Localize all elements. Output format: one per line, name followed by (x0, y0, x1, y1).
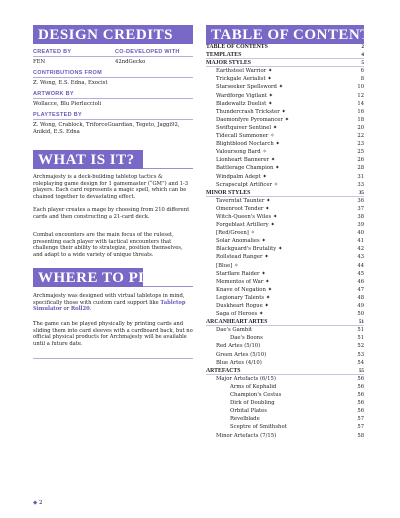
toc-entry-page: 47 (357, 286, 364, 293)
what-is-it-rule (143, 168, 193, 169)
toc-entry[interactable] (206, 423, 364, 431)
toc-entry-page: 54 (357, 359, 364, 366)
toc-entry-label: Witch-Queen's Wiles ✦ (216, 213, 278, 220)
toc-entry-page: 37 (357, 205, 364, 212)
toc-entry[interactable] (206, 399, 364, 407)
toc-entry[interactable] (206, 213, 364, 221)
toc-entry-page: 51 (357, 335, 364, 342)
toc-entry[interactable] (206, 67, 364, 75)
toc-entry[interactable] (206, 132, 364, 140)
toc-entry-label: Starflare Raider ✦ (216, 270, 266, 277)
toc-entry[interactable] (206, 318, 364, 326)
toc-entry-page: 50 (357, 311, 364, 318)
toc-entry-label: Dae's Boons (230, 335, 263, 342)
toc-entry-page: 31 (357, 173, 364, 180)
toc-entry-page: 52 (357, 343, 364, 350)
toc-entry-page: 6 (360, 68, 364, 75)
toc-entry[interactable] (206, 359, 364, 367)
codeveloped-value: 42ndGecko (115, 59, 146, 65)
toc-entry-label: Scrapsculpt Artificer ✧ (216, 181, 279, 188)
what-is-it-p1: Archmajesty is a deck-building tabletop tactics & roleplaying game design for 1 gamemaster (“GM”) and 1-3 players. Each card represents a magic spell, which can be chained together to devastating effect. (33, 174, 189, 200)
toc-entry-label: Solar Anomalies ✦ (216, 238, 266, 245)
toc-entry[interactable] (206, 100, 364, 108)
credits-block (33, 49, 193, 136)
toc-entry-page: 35 (358, 189, 364, 196)
toc-entry-label: Wardforge Vigilant ✦ (216, 92, 273, 99)
toc-entry[interactable] (206, 262, 364, 270)
toc-entry[interactable] (206, 326, 364, 334)
toc-entry[interactable] (206, 108, 364, 116)
where-p1-text-c: . (89, 306, 92, 313)
toc-entry-label: Green Artes (5/10) (216, 351, 267, 358)
toc-entry-label: Battlerage Champion ✦ (216, 165, 280, 172)
toc-entry-page: 56 (357, 375, 364, 382)
toc-list (206, 43, 364, 440)
toc-entry[interactable] (206, 367, 364, 375)
toc-entry-page: 51 (358, 319, 364, 326)
toc-entry-label: ARCANHEART ARTES (206, 319, 268, 326)
toc-entry-label: Saga of Heroes ✦ (216, 311, 264, 318)
toc-entry[interactable] (206, 51, 364, 59)
toc-entry-label: Major Artefacts (6/15) (216, 375, 276, 382)
toc-entry-label: Dirk of Doubling (230, 400, 275, 407)
toc-entry-page: 5 (361, 60, 364, 67)
toc-entry-page: 51 (357, 327, 364, 334)
toc-entry-page: 56 (357, 408, 364, 415)
toc-entry-label: Arms of Kephalid (230, 383, 277, 390)
toc-entry[interactable] (206, 173, 364, 181)
toc-entry-label: Mementos of War ✦ (216, 278, 270, 285)
toc-entry-label: Blue Artes (4/10) (216, 359, 262, 366)
toc-entry-page: 28 (357, 165, 364, 172)
toc-entry-label: Forgeblast Artillery ✦ (216, 222, 275, 229)
toc-entry[interactable] (206, 351, 364, 359)
where-p1-text-b: or (61, 306, 71, 313)
codeveloped-label: CO-DEVELOPED WITH (115, 49, 193, 57)
toc-entry-label: Minor Artefacts (7/15) (216, 432, 277, 439)
playtested-value: Z. Wong, Crablock, TriforceGuardian, Tegeto, Jaggi92, Anikid, E.S. Edna (33, 122, 180, 135)
toc-entry-page: 8 (360, 76, 364, 83)
toc-entry-label: Lionheart Bannerer ✦ (216, 157, 276, 164)
toc-entry-page: 58 (357, 432, 364, 439)
toc-entry-label: Taverntat Taunter ✦ (216, 197, 271, 204)
toc-entry[interactable] (206, 294, 364, 302)
toc-entry-label: Sceptre of Smithshot (230, 424, 287, 431)
toc-entry[interactable] (206, 140, 364, 148)
toc-entry[interactable] (206, 432, 364, 440)
toc-entry-label: Earthsteel Warrior ✦ (216, 68, 273, 75)
design-credits-heading: DESIGN CREDITS (33, 25, 193, 44)
toc-entry-label: Knave of Negation ✦ (216, 286, 273, 293)
toc-entry-page: 22 (357, 133, 364, 140)
toc-entry-label: Revelblade (230, 416, 260, 423)
toc-entry[interactable] (206, 278, 364, 286)
toc-entry-page: 43 (357, 254, 364, 261)
toc-entry-page: 16 (357, 108, 364, 115)
toc-entry[interactable] (206, 221, 364, 229)
toc-entry-label: Dae's Gambit (216, 327, 253, 334)
toc-entry-label: MINOR STYLES (206, 189, 251, 196)
roll20-link[interactable]: Roll20 (70, 306, 90, 313)
artwork-value: Wollacce, Blu Pierluccioli (33, 101, 102, 107)
toc-entry-label: [Red/Green] ✧ (216, 230, 255, 237)
toc-entry-page: 4 (361, 52, 364, 59)
toc-entry-label: Champion's Cestus (230, 392, 282, 399)
toc-entry-label: Duskheart Rogue ✦ (216, 303, 269, 309)
toc-entry-label: Swiftquiver Sentinel ✦ (216, 124, 278, 131)
toc-entry[interactable] (206, 270, 364, 278)
toc-entry[interactable] (206, 342, 364, 350)
what-is-it-p3: Combat encounters are the main focus of the ruleset, presenting each player with tactical encounters that challenge their ability to strategize, position themselves, and adapt to a wide variety of unique threats. (33, 232, 183, 258)
toc-entry[interactable] (206, 334, 364, 342)
toc-entry-page: 41 (357, 238, 364, 245)
toc-entry-page: 42 (357, 246, 364, 253)
where-p1-text-a: Archmajesty was designed with virtual tabletops in mind, specifically those with custom card support like (33, 293, 185, 306)
toc-entry-page: 12 (357, 92, 364, 99)
toc-entry-page: 53 (357, 351, 364, 358)
toc-entry[interactable] (206, 391, 364, 399)
where-to-play-p1 (33, 293, 193, 313)
toc-entry-page: 20 (357, 124, 364, 131)
where-to-play-p2: The game can be played physically by printing cards and sliding them into card sleeves with a cardboard back, but no official physical products for Archmajesty will be available until a future date. (33, 321, 193, 347)
toc-entry-label: [Blue] ✧ (216, 262, 239, 269)
toc-entry-page: 57 (357, 416, 364, 423)
toc-entry[interactable] (206, 189, 364, 197)
toc-entry[interactable] (206, 205, 364, 213)
toc-entry-page: 55 (358, 367, 364, 374)
toc-entry[interactable] (206, 375, 364, 383)
toc-entry[interactable] (206, 75, 364, 83)
toc-entry-page: 39 (357, 222, 364, 229)
toc-entry-page: 56 (357, 392, 364, 399)
toc-entry[interactable] (206, 164, 364, 172)
toc-heading: TABLE OF CONTENTS (206, 25, 364, 44)
toc-entry-label: Bladewaltz Duelist ✦ (216, 100, 273, 107)
toc-entry[interactable] (206, 59, 364, 67)
toc-entry-page: 40 (357, 230, 364, 237)
toc-entry-page: 25 (357, 149, 364, 156)
toc-entry[interactable] (206, 383, 364, 391)
toc-entry-label: Red Artes (5/10) (216, 343, 261, 350)
toc-entry-page: 44 (357, 262, 364, 269)
toc-entry[interactable] (206, 197, 364, 205)
toc-entry-page: 49 (357, 303, 364, 309)
toc-entry-page: 38 (357, 213, 364, 220)
toc-entry-page: 18 (357, 116, 364, 123)
toc-entry[interactable] (206, 43, 364, 51)
toc-entry-page: 23 (357, 141, 364, 148)
toc-entry[interactable] (206, 253, 364, 261)
toc-entry[interactable] (206, 83, 364, 91)
toc-entry-page: 45 (357, 270, 364, 277)
footer-marker-icon: ◆ (33, 500, 38, 506)
toc-entry-label: Trickgale Aerialist ✦ (216, 76, 272, 83)
toc-entry-page: 26 (357, 157, 364, 164)
toc-entry-page: 36 (357, 197, 364, 204)
toc-entry-page: 48 (357, 294, 364, 301)
toc-entry[interactable] (206, 310, 364, 318)
credits-row-1 (33, 49, 193, 66)
toc-entry-page: 2 (361, 44, 364, 50)
toc-entry[interactable] (206, 286, 364, 294)
toc-entry[interactable] (206, 415, 364, 423)
contributions-value: Z. Wong, E.S. Edna, Exocist (33, 80, 108, 86)
created-by-label: CREATED BY (33, 49, 115, 57)
toc-entry-label: Valoursong Bard ✧ (216, 149, 267, 156)
toc-entry-label: Legionary Talents ✦ (216, 294, 271, 301)
toc-entry-page: 46 (357, 278, 364, 285)
left-column-end-rule (33, 358, 193, 359)
toc-entry[interactable] (206, 229, 364, 237)
toc-entry-page: 33 (357, 181, 364, 188)
toc-entry-page: 56 (357, 383, 364, 390)
toc-entry-label: Omenroot Tender ✦ (216, 205, 270, 212)
page-number: 2 (38, 500, 43, 506)
toc-entry-page: 14 (357, 100, 364, 107)
toc-entry[interactable] (206, 124, 364, 132)
toc-entry[interactable] (206, 245, 364, 253)
toc-entry[interactable] (206, 407, 364, 415)
toc-entry-label: Windpalm Adept ✦ (216, 173, 267, 180)
toc-entry[interactable] (206, 92, 364, 100)
toc-entry-label: Blackguard's Brutality ✦ (216, 246, 283, 253)
toc-entry[interactable] (206, 148, 364, 156)
toc-entry-label: Starseeker Spellsword ✦ (216, 84, 284, 91)
toc-entry-label: Thundercrash Trickster ✦ (216, 108, 286, 115)
toc-entry-label: Blightblood Noctarch ✦ (216, 141, 280, 148)
toc-entry[interactable] (206, 156, 364, 164)
toc-entry-label: TABLE OF CONTENTS (206, 44, 268, 50)
toc-entry[interactable] (206, 181, 364, 189)
tabletop-simulator-link[interactable]: Tabletop Simulator (33, 299, 186, 313)
toc-entry-label: Daemonfyre Pyromancer ✦ (216, 116, 290, 123)
artwork-label: ARTWORK BY (33, 91, 193, 99)
toc-entry-label: Orbital Plates (230, 408, 268, 415)
where-to-play-rule (143, 286, 193, 287)
toc-entry-label: ARTEFACTS (206, 367, 241, 374)
created-by-value: FEN (33, 59, 46, 65)
toc-entry-page: 10 (357, 84, 364, 91)
what-is-it-heading: WHAT IS IT? (33, 150, 143, 169)
page-footer (33, 500, 42, 506)
toc-entry-page: 56 (357, 400, 364, 407)
toc-entry[interactable] (206, 237, 364, 245)
where-to-play-heading: WHERE TO PLAY (33, 268, 143, 287)
contributions-label: CONTRIBUTIONS FROM (33, 70, 193, 78)
toc-entry[interactable] (206, 116, 364, 124)
playtested-label: PLAYTESTED BY (33, 112, 193, 120)
toc-entry[interactable] (206, 302, 364, 310)
toc-entry-page: 57 (357, 424, 364, 431)
toc-entry-label: TEMPLATES (206, 52, 242, 59)
toc-entry-label: Rollstead Ranger ✦ (216, 254, 269, 261)
toc-entry-label: MAJOR STYLES (206, 60, 251, 67)
toc-entry-label: Tidecall Summoner ✧ (216, 133, 275, 140)
what-is-it-p2: Each player creates a mage by choosing from 210 different cards and then constructing a 21-card deck. (33, 207, 190, 220)
